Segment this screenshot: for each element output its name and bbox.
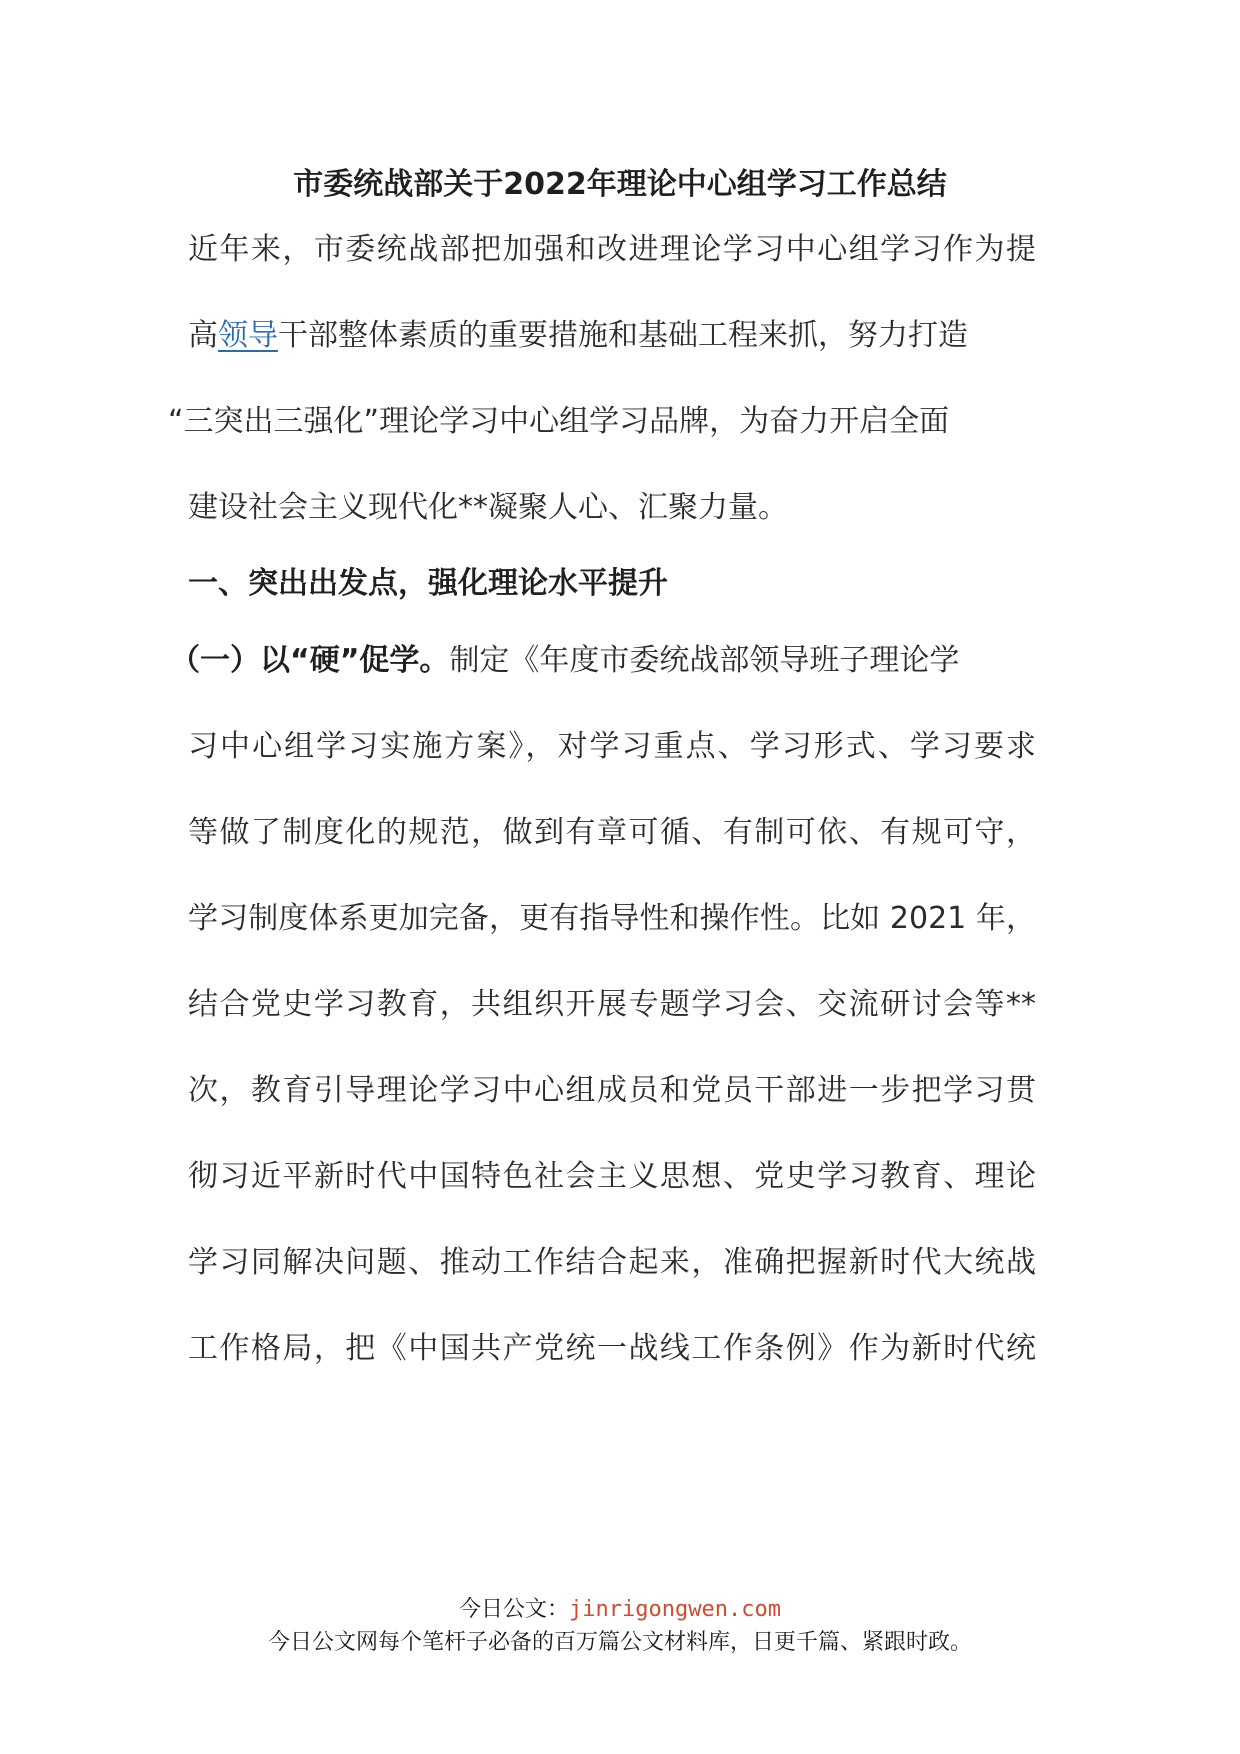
subsection-lead: （一）以“硬”促学。	[170, 643, 450, 678]
document-title: 市委统战部关于2022年理论中心组学习工作总结	[293, 167, 947, 202]
subsection-line-7: 彻习近平新时代中国特色社会主义思想、党史学习教育、理论	[188, 1159, 1036, 1194]
footer-tagline: 今日公文网每个笔杆子必备的百万篇公文材料库，日更千篇、紧跟时政。	[267, 1630, 972, 1655]
subsection-line-8: 学习同解决问题、推动工作结合起来，准确把握新时代大统战	[188, 1245, 1036, 1280]
intro-line-2-start: 高	[188, 318, 218, 353]
subsection-line-1	[170, 640, 959, 682]
subsection-line-9: 工作格局，把《中国共产党统一战线工作条例》作为新时代统	[188, 1331, 1036, 1366]
footer-label: 今日公文：	[459, 1597, 570, 1622]
subsection-line-1-rest: 制定《年度市委统战部领导班子理论学	[449, 643, 960, 678]
section-heading: 一、突出出发点，强化理论水平提升	[188, 566, 668, 601]
subsection-line-5: 结合党史学习教育，共组织开展专题学习会、交流研讨会等**	[188, 987, 1036, 1022]
intro-line-4: 建设社会主义现代化**凝聚人心、汇聚力量。	[188, 490, 788, 525]
subsection-line-6: 次，教育引导理论学习中心组成员和党员干部进一步把学习贯	[188, 1073, 1036, 1108]
intro-line-2	[188, 315, 968, 357]
subsection-line-2: 习中心组学习实施方案》，对学习重点、学习形式、学习要求	[188, 729, 1036, 764]
intro-line-2-end: 干部整体素质的重要措施和基础工程来抓，努力打造	[278, 318, 968, 353]
intro-line-3: “三突出三强化”理论学习中心组学习品牌，为奋力开启全面	[168, 404, 950, 439]
intro-line-1: 近年来，市委统战部把加强和改进理论学习中心组学习作为提	[188, 232, 1036, 267]
footer-site-link[interactable]: jinrigongwen.com	[569, 1597, 781, 1622]
subsection-line-3: 等做了制度化的规范，做到有章可循、有制可依、有规可守，	[188, 815, 1036, 850]
subsection-line-4: 学习制度体系更加完备，更有指导性和操作性。比如 2021 年，	[188, 901, 1036, 936]
leader-link[interactable]: 领导	[218, 318, 278, 353]
footer-source	[0, 1595, 1240, 1625]
